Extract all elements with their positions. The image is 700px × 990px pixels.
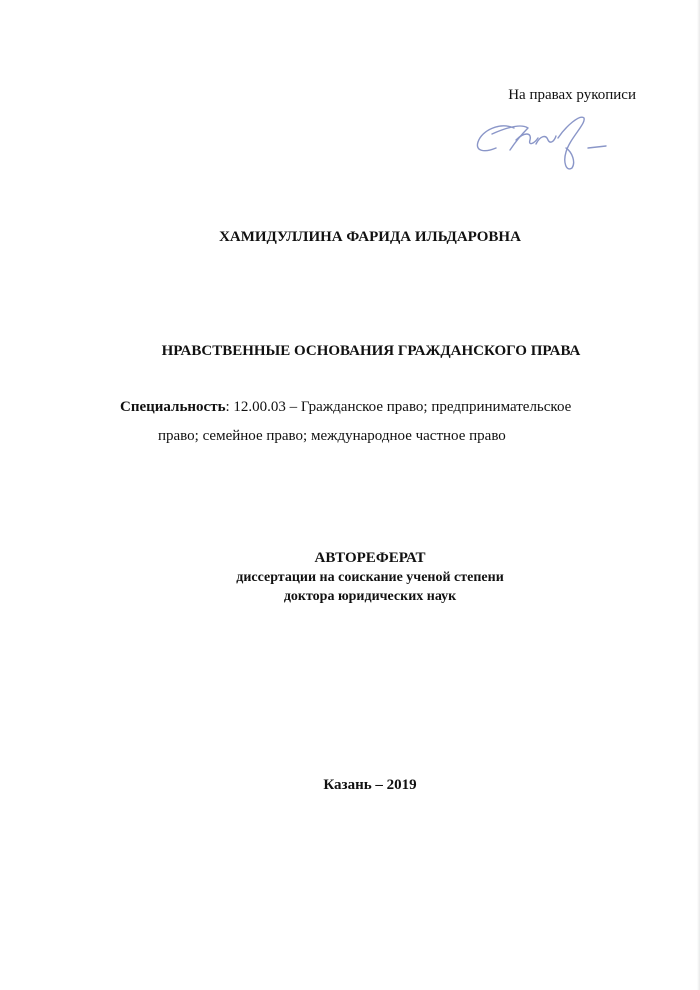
specialty-line-continued: право; семейное право; международное частное право <box>158 428 506 444</box>
specialty-label: Специальность <box>120 399 226 415</box>
author-name: ХАМИДУЛЛИНА ФАРИДА ИЛЬДАРОВНА <box>219 229 521 245</box>
abstract-heading: АВТОРЕФЕРАТ <box>314 550 426 566</box>
degree-description-line-1: диссертации на соискание ученой степени <box>236 570 504 585</box>
dissertation-title: НРАВСТВЕННЫЕ ОСНОВАНИЯ ГРАЖДАНСКОГО ПРАВА <box>161 343 581 359</box>
handwritten-signature-icon <box>470 108 620 178</box>
degree-description-line-2: доктора юридических наук <box>283 589 457 604</box>
specialty-code: : 12.00.03 – Гражданское право; предпринимательское <box>225 399 572 415</box>
manuscript-rights-note: На правах рукописи <box>508 87 636 103</box>
specialty-line <box>120 399 571 416</box>
place-and-year: Казань – 2019 <box>323 777 417 793</box>
